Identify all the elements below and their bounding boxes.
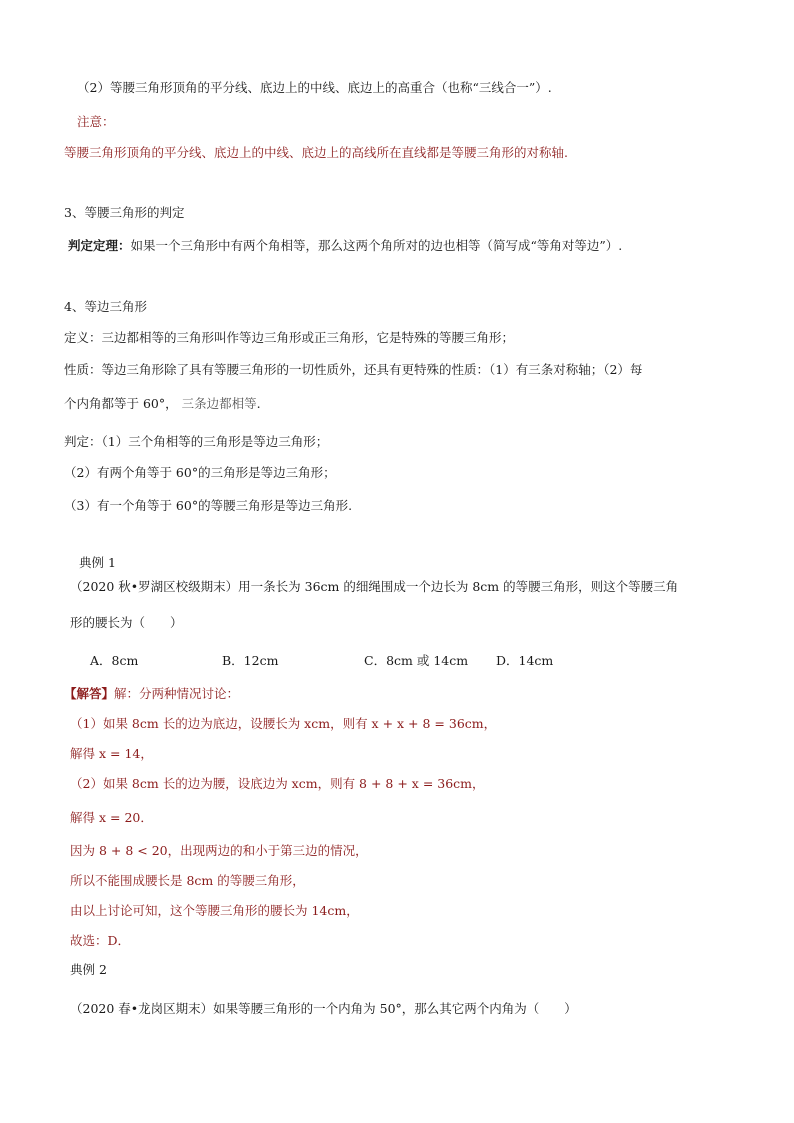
criteria-2: （2）有两个角等于 60°的三角形是等边三角形； <box>64 465 336 480</box>
criteria-3: （3）有一个角等于 60°的等腰三角形是等边三角形. <box>64 498 353 513</box>
criterion-theorem <box>68 238 622 254</box>
example-1-question-line2: 形的腰长为（ ） <box>70 615 183 630</box>
option-d: D．14cm <box>496 653 554 668</box>
equilateral-definition: 定义：三边都相等的三角形叫作等边三角形或正三角形，它是特殊的等腰三角形； <box>64 330 515 345</box>
equilateral-property-line1: 性质：等边三角形除了具有等腰三角形的一切性质外，还具有更特殊的性质：（1）有三条对称轴；（2）每 <box>64 362 643 377</box>
solution-case-1-result: 解得 x = 14， <box>70 746 153 761</box>
solution-case-1: （1）如果 8cm 长的边为底边，设腰长为 xcm，则有 x + x + 8 = 36cm， <box>70 716 497 731</box>
solution-choice: 故选：D． <box>70 933 131 948</box>
example-1-question-line1: （2020 秋•罗湖区校级期末）用一条长为 36cm 的细绳围成一个边长为 8cm 的等腰三角形，则这个等腰三角 <box>70 579 679 594</box>
note-text: 等腰三角形顶角的平分线、底边上的中线、底边上的高线所在直线都是等腰三角形的对称轴. <box>64 145 568 160</box>
answer-label: 【解答】 <box>64 686 115 701</box>
option-b: B．12cm <box>222 653 279 668</box>
solution-reason-1: 因为 8 + 8 < 20，出现两边的和小于第三边的情况， <box>70 843 368 858</box>
section-3-heading: 3、等腰三角形的判定 <box>64 205 185 220</box>
option-c: C．8cm 或 14cm <box>364 653 469 668</box>
example-2-question: （2020 春•龙岗区期末）如果等腰三角形的一个内角为 50°，那么其它两个内角为（ ） <box>70 1001 577 1016</box>
theorem-label: 判定定理： <box>68 238 131 253</box>
solution-case-2: （2）如果 8cm 长的边为腰，设底边为 xcm，则有 8 + 8 + x = 36cm， <box>70 776 485 791</box>
option-a: A．8cm <box>90 653 139 668</box>
example-1-title: 典例 1 <box>79 555 116 570</box>
answer-intro <box>64 686 239 702</box>
note-label: 注意： <box>77 114 115 129</box>
theorem-text: 如果一个三角形中有两个角相等，那么这两个角所对的边也相等（简写成“等角对等边”）. <box>130 238 623 253</box>
solution-case-2-result: 解得 x = 20． <box>70 810 153 825</box>
example-2-title: 典例 2 <box>70 962 107 977</box>
answer-intro-text: 解：分两种情况讨论： <box>114 686 240 701</box>
property-period: . <box>256 396 261 411</box>
isosceles-property-2: （2）等腰三角形顶角的平分线、底边上的中线、底边上的高重合（也称“三线合一”）. <box>77 80 552 95</box>
criteria-1: 判定：（1）三个角相等的三角形是等边三角形； <box>64 434 329 449</box>
section-4-heading: 4、等边三角形 <box>64 299 147 314</box>
solution-conclusion: 由以上讨论可知，这个等腰三角形的腰长为 14cm， <box>70 903 359 918</box>
property-angle-text: 个内角都等于 60°， <box>64 396 178 411</box>
solution-reason-2: 所以不能围成腰长是 8cm 的等腰三角形， <box>70 873 305 888</box>
property-sides-text: 三条边都相等 <box>181 396 257 411</box>
equilateral-property-line2 <box>64 396 261 412</box>
